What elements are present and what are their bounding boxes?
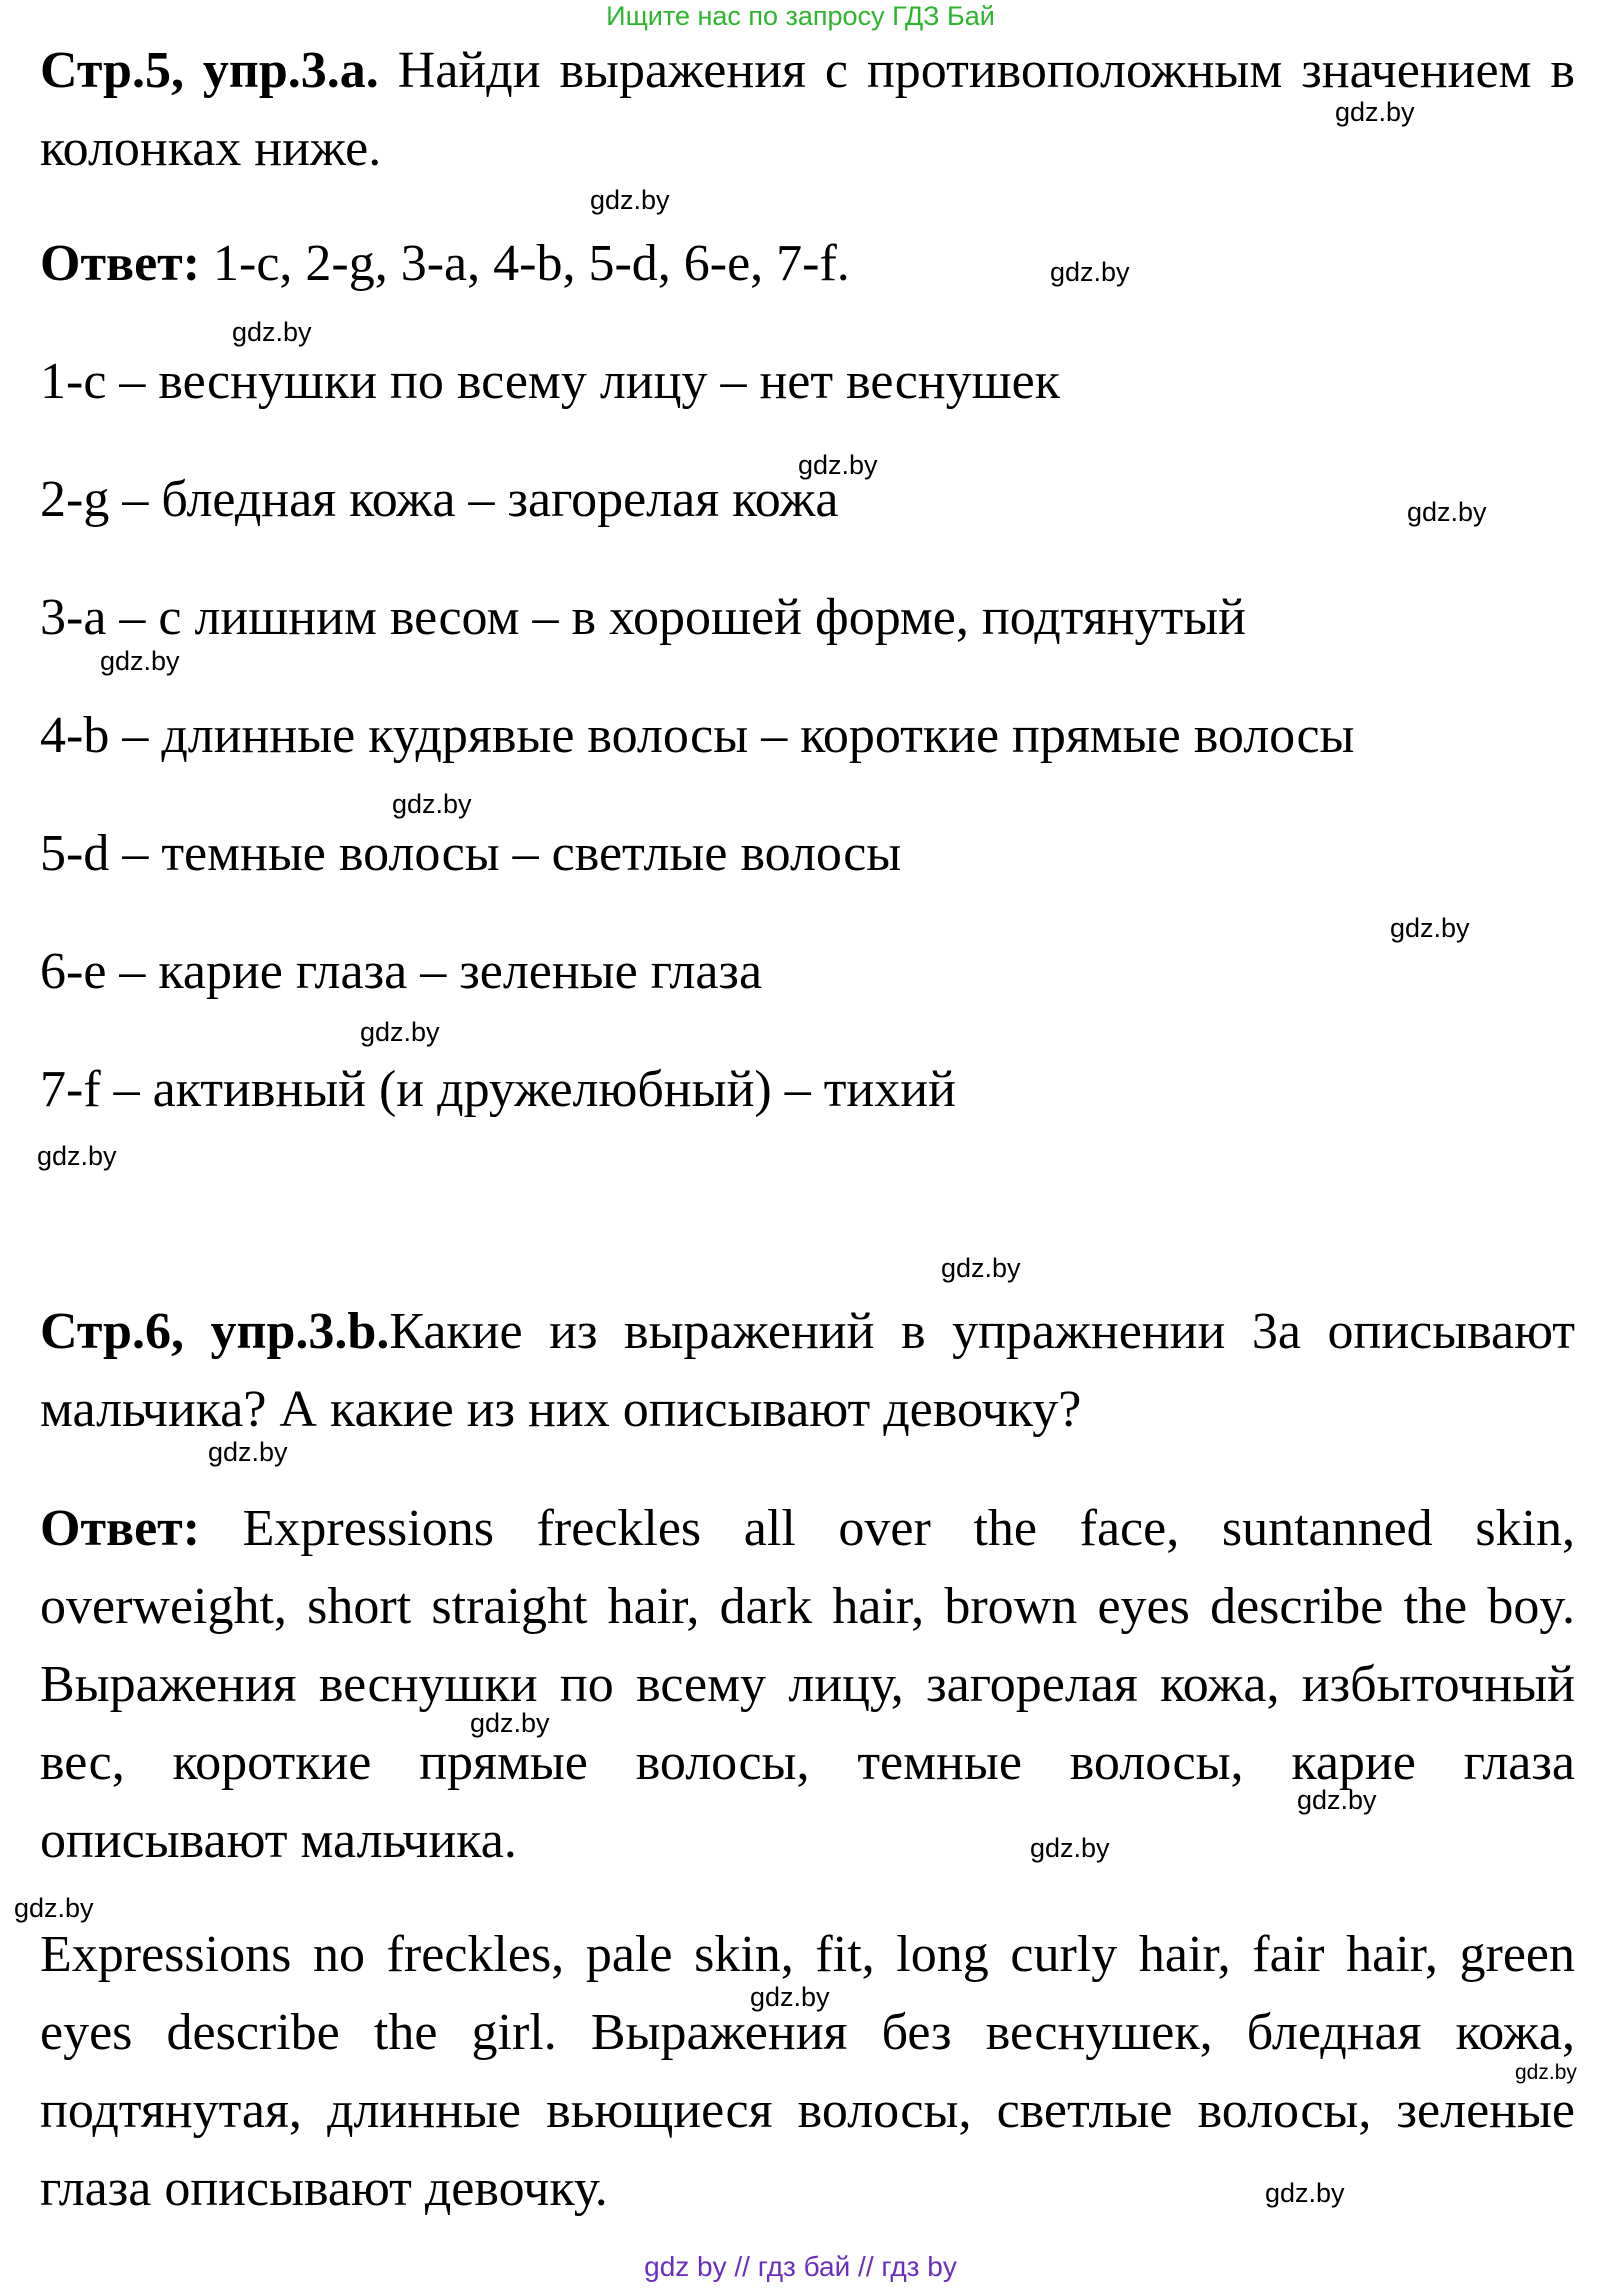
top-search-banner: Ищите нас по запросу ГДЗ Бай [606, 1, 995, 31]
task1-item-3: 3-a – с лишним весом – в хорошей форме, подтянутый [40, 589, 1246, 646]
watermark: gdz.by [1390, 913, 1470, 943]
task1-answer [40, 234, 1575, 294]
task1-item-7: 7-f – активный (и дружелюбный) – тихий [40, 1061, 956, 1118]
task1-answer-label: Ответ: [40, 235, 201, 292]
task1-item-6: 6-e – карие глаза – зеленые глаза [40, 943, 763, 1000]
watermark: gdz.by [1050, 257, 1130, 287]
watermark: gdz.by [798, 450, 878, 480]
watermark: gdz.by [14, 1893, 94, 1923]
watermark: gdz.by [100, 646, 180, 676]
task2-answer-label: Ответ: [40, 1500, 201, 1557]
watermark: gdz.by [1265, 2178, 1345, 2208]
task2-answer-text: Expressions freckles all over the face, suntanned skin, overweight, short straight hair, dark hair, brown eyes describe the boy. Выражения веснушки по всему лицу, загорелая кожа, избыточный вес, короткие прямые волосы, темные волосы, карие глаза описывают мальчика. [40, 1500, 1575, 1869]
watermark: gdz.by [1335, 97, 1415, 127]
task2-paragraph-2: Expressions no freckles, pale skin, fit, long curly hair, fair hair, green eyes describe the girl. Выражения без веснушек, бледная кожа, подтянутая, длинные вьющиеся волосы, светлые волосы, зеленые глаза описывают девочку. [40, 1926, 1575, 2217]
task1-item-2: 2-g – бледная кожа – загорелая кожа [40, 471, 839, 528]
watermark: gdz.by [1515, 2061, 1577, 2084]
bottom-banner: gdz by // гдз бай // гдз by [644, 2251, 957, 2282]
task1-item-4: 4-b – длинные кудрявые волосы – короткие прямые волосы [40, 707, 1355, 764]
task1-question: Найди выражения с противоположным значением в колонках ниже. [40, 42, 1575, 177]
watermark: gdz.by [470, 1708, 550, 1738]
watermark: gdz.by [392, 789, 472, 819]
task1-ref: Стр.5, упр.3.а. [40, 42, 379, 99]
watermark: gdz.by [750, 1982, 830, 2012]
task1-answer-text: 1-c, 2-g, 3-a, 4-b, 5-d, 6-e, 7-f. [200, 235, 850, 292]
watermark: gdz.by [360, 1017, 440, 1047]
task1-item-1: 1-c – веснушки по всему лицу – нет веснушек [40, 353, 1060, 410]
watermark: gdz.by [1407, 497, 1487, 527]
watermark: gdz.by [232, 317, 312, 347]
watermark: gdz.by [1030, 1833, 1110, 1863]
watermark: gdz.by [590, 185, 670, 215]
watermark: gdz.by [208, 1437, 288, 1467]
task1-item-5: 5-d – темные волосы – светлые волосы [40, 825, 902, 882]
watermark: gdz.by [37, 1141, 117, 1171]
task2-ref: Стр.6, упр.3.b. [40, 1303, 390, 1360]
task2-question: Какие из выражений в упражнении 3a описывают мальчика? А какие из них описывают девочку? [40, 1303, 1576, 1438]
watermark: gdz.by [941, 1253, 1021, 1283]
watermark: gdz.by [1297, 1785, 1377, 1815]
task2-heading [40, 1293, 1575, 1449]
task2-answer [40, 1490, 1575, 1880]
